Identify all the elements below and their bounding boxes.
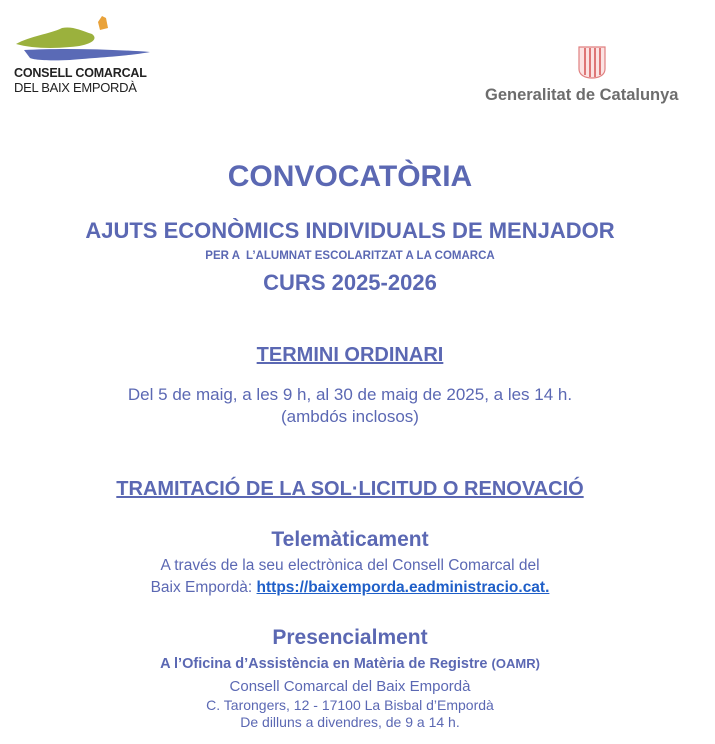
telematic-prefix: Baix Empordà: <box>150 579 257 596</box>
office-hours: De dilluns a divendres, de 9 a 14 h. <box>240 714 460 730</box>
generalitat-name: Generalitat de Catalunya <box>485 86 679 104</box>
telematic-line1: A través de la seu electrònica del Consell Comarcal del <box>160 557 540 574</box>
subtitle: AJUTS ECONÒMICS INDIVIDUALS DE MENJADOR <box>85 218 615 243</box>
termini-heading: TERMINI ORDINARI <box>256 344 444 366</box>
page-title: CONVOCATÒRIA <box>227 160 473 193</box>
generalitat-emblem-icon <box>577 45 607 79</box>
telematic-line2 <box>0 579 700 597</box>
baix-emporda-landscape-icon <box>10 14 160 66</box>
office-entity: Consell Comarcal del Baix Empordà <box>229 678 471 695</box>
logo-line1: CONSELL COMARCAL <box>14 66 147 80</box>
presencial-heading: Presencialment <box>272 626 428 649</box>
office-abbr: (OAMR) <box>491 656 540 671</box>
telematic-heading: Telemàticament <box>271 528 429 551</box>
termini-dates: Del 5 de maig, a les 9 h, al 30 de maig de 2025, a les 14 h. <box>127 385 573 404</box>
logo-line2: DEL BAIX EMPORDÀ <box>14 80 137 95</box>
office-name <box>0 656 700 672</box>
seu-electronica-link[interactable]: https://baixemporda.eadministracio.cat. <box>256 579 550 596</box>
consell-comarcal-logo <box>10 14 160 95</box>
office-address: C. Tarongers, 12 - 17100 La Bisbal d’Empordà <box>206 697 494 713</box>
office-label: A l’Oficina d’Assistència en Matèria de Registre <box>160 656 488 672</box>
termini-note: (ambdós inclosos) <box>281 407 419 426</box>
tramitacio-heading: TRAMITACIÓ DE LA SOL·LICITUD O RENOVACIÓ <box>116 478 584 500</box>
subtitle-small: PER A L’ALUMNAT ESCOLARITZAT A LA COMARCA <box>205 250 495 262</box>
course: CURS 2025-2026 <box>263 270 437 295</box>
